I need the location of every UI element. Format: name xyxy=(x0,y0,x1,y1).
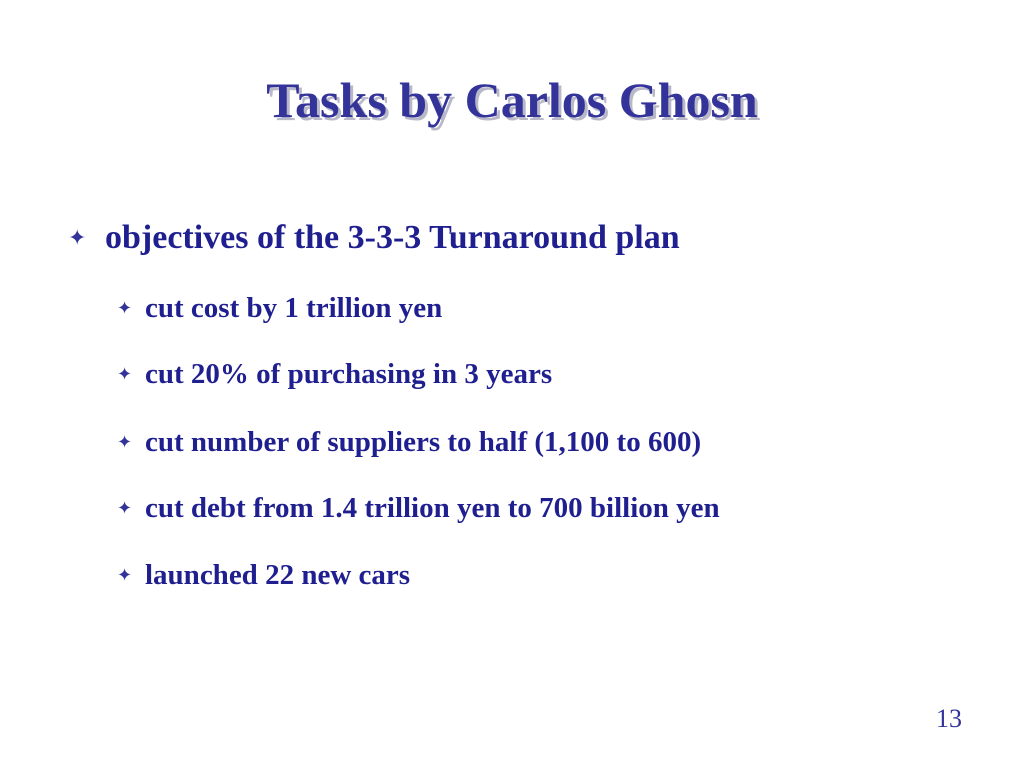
main-bullet-text: objectives of the 3-3-3 Turnaround plan xyxy=(105,219,680,256)
four-pointed-star-icon: ✦ xyxy=(117,431,133,453)
sub-bullet-text: launched 22 new cars xyxy=(145,558,411,591)
four-pointed-star-icon: ✦ xyxy=(117,564,133,586)
four-pointed-star-icon: ✦ xyxy=(117,363,133,385)
four-pointed-star-icon: ✦ xyxy=(68,225,87,251)
sub-bullet xyxy=(117,352,552,396)
sub-bullet-text: cut 20% of purchasing in 3 years xyxy=(145,357,553,390)
sub-bullet-text: cut cost by 1 trillion yen xyxy=(145,291,443,324)
sub-bullet-text: cut number of suppliers to half (1,100 to 600) xyxy=(145,425,702,458)
sub-bullet xyxy=(117,286,442,330)
sub-bullet xyxy=(117,553,410,597)
slide-title: Tasks by Carlos Ghosn xyxy=(266,72,758,128)
sub-bullet-text: cut debt from 1.4 trillion yen to 700 billion yen xyxy=(145,491,720,524)
sub-bullet xyxy=(117,420,701,464)
four-pointed-star-icon: ✦ xyxy=(117,297,133,319)
page-number: 13 xyxy=(936,704,962,733)
main-bullet xyxy=(68,212,680,264)
sub-bullet xyxy=(117,486,720,530)
four-pointed-star-icon: ✦ xyxy=(117,497,133,519)
